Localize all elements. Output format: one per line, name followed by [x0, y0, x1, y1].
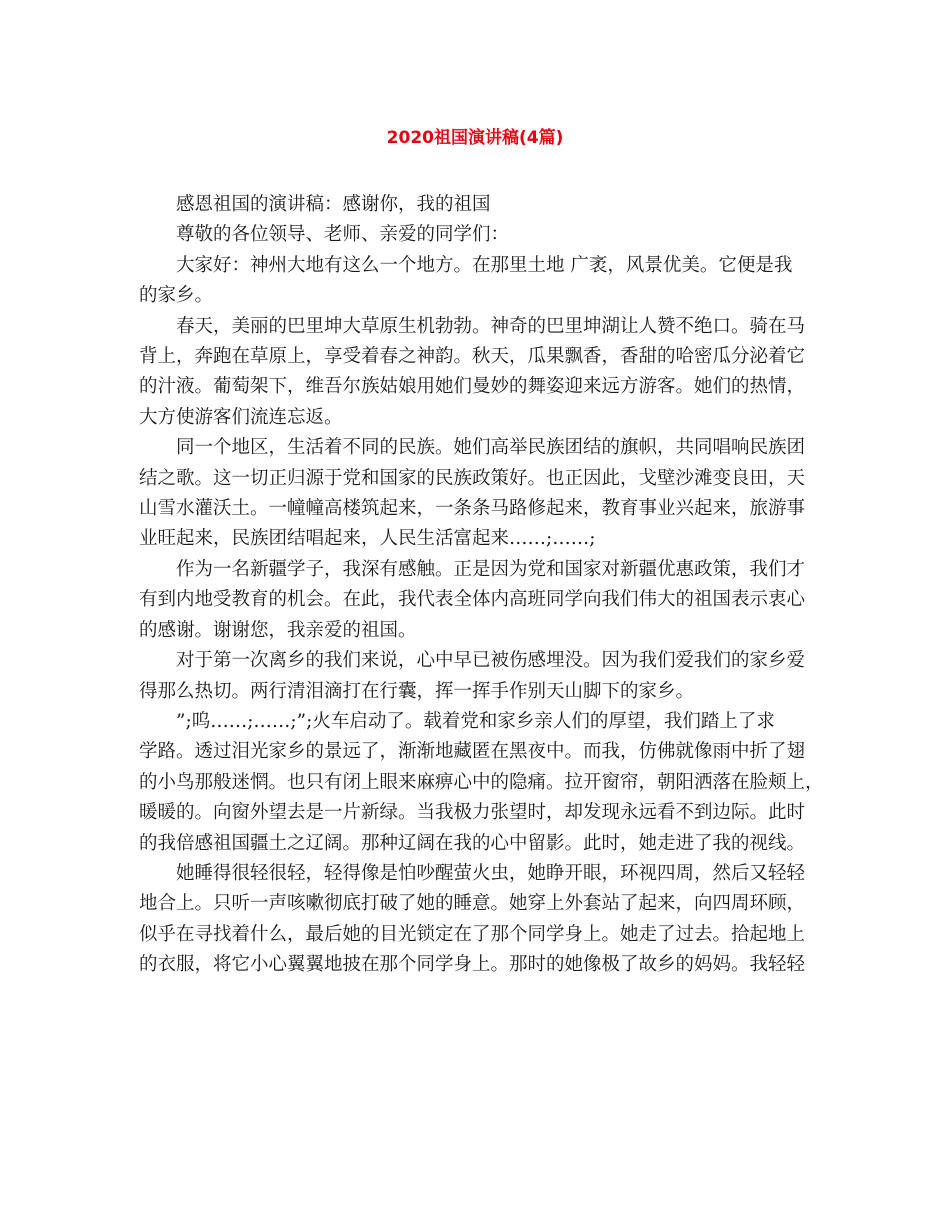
text-line: 似乎在寻找着什么，最后她的目光锁定在了那个同学身上。她走了过去。拾起地上 [139, 923, 806, 945]
text-line: 得那么热切。两行清泪滴打在行囊，挥一挥手作别天山脚下的家乡。 [139, 680, 695, 702]
text-line: 尊敬的各位领导、老师、亲爱的同学们： [176, 224, 510, 246]
text-line: 的汁液。葡萄架下，维吾尔族姑娘用她们曼妙的舞姿迎来远方游客。她们的热情， [139, 376, 806, 398]
text-line: 山雪水灌沃土。一幢幢高楼筑起来，一条条马路修起来，教育事业兴起来，旅游事 [139, 498, 806, 520]
document-body [139, 190, 829, 981]
text-line: 业旺起来，民族团结唱起来，人民生活富起来……;……; [139, 528, 596, 550]
text-line: ”;呜……;……;”;火车启动了。载着党和家乡亲人们的厚望，我们踏上了求 [176, 710, 775, 732]
text-line: 她睡得很轻很轻，轻得像是怕吵醒萤火虫，她睁开眼，环视四周，然后又轻轻 [176, 862, 806, 884]
text-line: 大方使游客们流连忘返。 [139, 406, 343, 428]
document-title: 2020祖国演讲稿(4篇) [386, 128, 564, 148]
text-line: 的衣服，将它小心翼翼地披在那个同学身上。那时的她像极了故乡的妈妈。我轻轻 [139, 954, 806, 976]
text-line: 的小鸟那般迷惘。也只有闭上眼来麻痹心中的隐痛。拉开窗帘，朝阳洒落在脸颊上， [139, 771, 824, 793]
text-line: 春天，美丽的巴里坤大草原生机勃勃。神奇的巴里坤湖让人赞不绝口。骑在马 [176, 315, 806, 337]
text-line: 背上，奔跑在草原上，享受着春之神韵。秋天，瓜果飘香，香甜的哈密瓜分泌着它 [139, 346, 806, 368]
text-line: 暖暖的。向窗外望去是一片新绿。当我极力张望时，却发现永远看不到边际。此时 [139, 802, 806, 824]
text-line: 对于第一次离乡的我们来说，心中早已被伤感埋没。因为我们爱我们的家乡爱 [176, 650, 806, 672]
text-line: 同一个地区，生活着不同的民族。她们高举民族团结的旗帜，共同唱响民族团 [176, 437, 806, 459]
text-line: 作为一名新疆学子，我深有感触。正是因为党和国家对新疆优惠政策，我们才 [176, 558, 806, 580]
text-line: 有到内地受教育的机会。在此，我代表全体内高班同学向我们伟大的祖国表示衷心 [139, 589, 806, 611]
text-line: 的感谢。谢谢您，我亲爱的祖国。 [139, 619, 417, 641]
text-line: 的我倍感祖国疆土之辽阔。那种辽阔在我的心中留影。此时，她走进了我的视线。 [139, 832, 806, 854]
text-line: 感恩祖国的演讲稿：感谢你，我的祖国 [176, 194, 491, 215]
text-line: 大家好：神州大地有这么一个地方。在那里土地 广袤，风景优美。它便是我 [176, 254, 793, 276]
text-line: 学路。透过泪光家乡的景远了，渐渐地藏匿在黑夜中。而我，仿佛就像雨中折了翅 [139, 741, 806, 763]
text-line: 的家乡。 [139, 285, 214, 307]
text-line: 结之歌。这一切正归源于党和国家的民族政策好。也正因此，戈壁沙滩变良田，天 [139, 467, 806, 489]
text-line: 地合上。只听一声咳嗽彻底打破了她的睡意。她穿上外套站了起来，向四周环顾， [139, 893, 806, 915]
